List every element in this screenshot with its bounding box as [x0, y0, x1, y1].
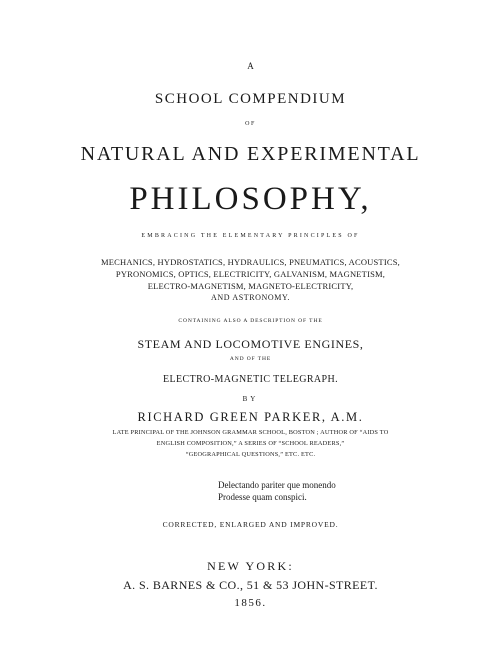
- and-of-the-line: AND OF THE: [229, 356, 272, 362]
- school-compendium-heading: SCHOOL COMPENDIUM: [154, 91, 347, 107]
- natural-experimental-heading: NATURAL AND EXPERIMENTAL: [80, 143, 421, 165]
- edition-line: CORRECTED, ENLARGED AND IMPROVED.: [162, 520, 339, 529]
- line-of: OF: [245, 121, 256, 127]
- subjects-line-4: AND ASTRONOMY.: [211, 293, 290, 302]
- author-name: RICHARD GREEN PARKER, A.M.: [137, 410, 364, 424]
- telegraph-line: ELECTRO-MAGNETIC TELEGRAPH.: [162, 374, 339, 385]
- imprint-city: NEW YORK:: [207, 559, 294, 573]
- by-line: BY: [242, 395, 259, 403]
- epigraph-line-2: Prodesse quam conspici.: [218, 492, 307, 502]
- line-a: A: [247, 61, 254, 71]
- author-desc-line-2: ENGLISH COMPOSITION,” A SERIES OF “SCHOOL READERS,”: [156, 440, 345, 447]
- imprint-publisher: A. S. BARNES & CO., 51 & 53 JOHN-STREET.: [123, 578, 378, 592]
- subjects-line-2: PYRONOMICS, OPTICS, ELECTRICITY, GALVANISM, MAGNETISM,: [115, 269, 386, 279]
- author-desc-line-3: “GEOGRAPHICAL QUESTIONS,” ETC. ETC.: [185, 451, 316, 458]
- philosophy-heading: PHILOSOPHY,: [129, 181, 372, 217]
- epigraph-line-1: Delectando pariter que monendo: [218, 480, 336, 490]
- steam-engines-line: STEAM AND LOCOMOTIVE ENGINES,: [137, 337, 364, 351]
- author-desc-line-1: LATE PRINCIPAL OF THE JOHNSON GRAMMAR SCHOOL, BOSTON ; AUTHOR OF “AIDS TO: [112, 429, 389, 436]
- subjects-line-3: ELECTRO-MAGNETISM, MAGNETO-ELECTRICITY,: [147, 281, 354, 291]
- embracing-line: EMBRACING THE ELEMENTARY PRINCIPLES OF: [141, 233, 360, 239]
- subjects-line-1: MECHANICS, HYDROSTATICS, HYDRAULICS, PNEUMATICS, ACOUSTICS,: [101, 257, 400, 267]
- containing-line: CONTAINING ALSO A DESCRIPTION OF THE: [178, 318, 323, 324]
- imprint-year: 1856.: [234, 597, 267, 609]
